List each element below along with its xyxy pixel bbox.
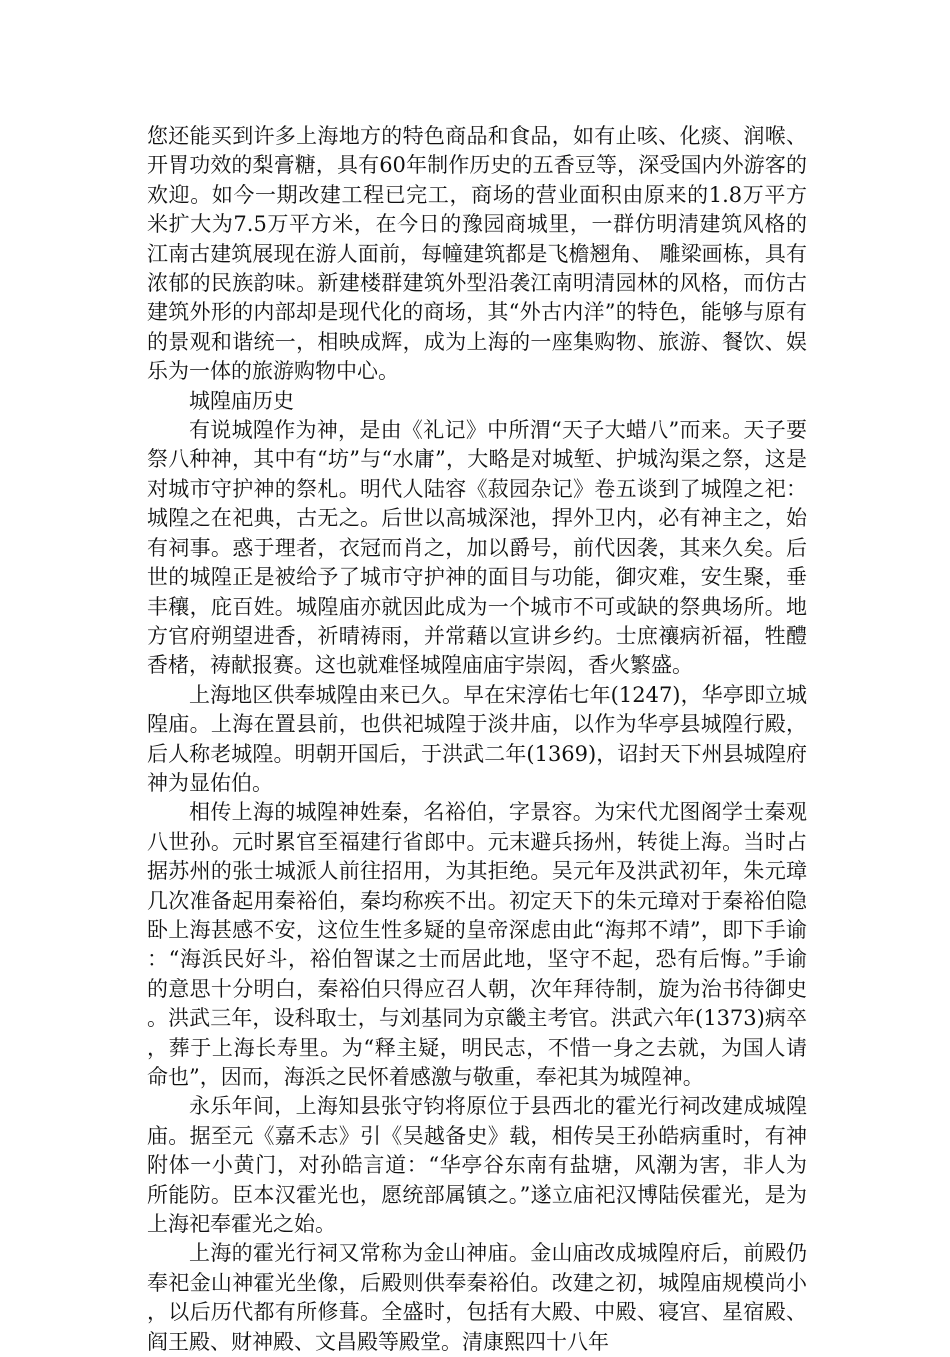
paragraph-origin: 有说城隍作为神，是由《礼记》中所渭“天子大蜡八”而来。天子要祭八种神，其中有“坊”与“水庸”，大略是对城堑、护城沟渠之祭，这是对城市守护神的祭札。明代人陆容《菽园杂记》卷五谈到了城隍之祀：城隍之在祀典，古无之。后世以高城深池，捍外卫内，必有神主之，始有祠事。惑于理者，衣冠而肖之，加以爵号，前代因袭，其来久矣。后世的城隍正是被给予了城市守护神的面目与功能，御灾难，安生聚，垂丰穰，庇百姓。城隍庙亦就因此成为一个城市不可或缺的祭典场所。地方官府朔望进香，祈晴祷雨，并常藉以宣讲乡约。士庶禳病祈福，牲醴香楮，祷献报赛。这也就难怪城隍庙庙宇崇闳，香火繁盛。 [147,418,807,678]
section-heading: 城隍庙历史 [189,388,294,413]
paragraph-shanghai-history: 上海地区供奉城隍由来已久。早在宋淳佑七年(1247)，华亭即立城隍庙。上海在置县前，也供祀城隍于淡井庙，以作为华亭县城隍行殿，后人称老城隍。明朝开国后，于洪武二年(1369)，诏封天下州县城隍府神为显佑伯。 [147,682,807,795]
paragraph-intro: 您还能买到许多上海地方的特色商品和食品，如有止咳、化痰、润喉、开胃功效的梨膏糖，具有60年制作历史的五香豆等，深受国内外游客的欢迎。如今一期改建工程已完工，商场的营业面积由原来的1.8万平方米扩大为7.5万平方米，在今日的豫园商城里，一群仿明清建筑风格的江南古建筑展现在游人面前，每幢建筑都是飞檐翘角、 雕梁画栋，具有浓郁的民族韵味。新建楼群建筑外型沿袭江南明清园林的风格，而仿古建筑外形的内部却是现代化的商场，其“外古内洋”的特色，能够与原有的景观和谐统一，相映成辉，成为上海的一座集购物、旅游、餐饮、娱乐为一体的旅游购物中心。 [147,124,807,384]
document-page [147,122,807,1357]
paragraph-jinshan-temple: 上海的霍光行祠又常称为金山神庙。金山庙改成城隍府后，前殿仍奉祀金山神霍光坐像，后殿则供奉秦裕伯。改建之初，城隍庙规模尚小，以后历代都有所修葺。全盛时，包括有大殿、中殿、寝宫、星宿殿、阎王殿、财神殿、文昌殿等殿堂。清康熙四十八年 [147,1241,807,1354]
paragraph-qin-yubo: 相传上海的城隍神姓秦，名裕伯，字景容。为宋代尤图阁学士秦观八世孙。元时累官至福建行省郎中。元末避兵扬州，转徙上海。当时占据苏州的张士城派人前往招用，为其拒绝。吴元年及洪武初年，朱元璋几次准备起用秦裕伯，秦均称疾不出。初定天下的朱元璋对于秦裕伯隐卧上海甚感不安，这位生性多疑的皇帝深虑由此“海邦不靖”，即下手谕：“海浜民好斗，裕伯智谋之士而居此地，坚守不起，恐有后悔。”手谕的意思十分明白，秦裕伯只得应召人朝，次年拜待制，旋为治书待御史。洪武三年，设科取士，与刘基同为京畿主考官。洪武六年(1373)病卒，葬于上海长寿里。为“释主疑，明民志，不惜一身之去就，为国人请命也”，因而，海浜之民怀着感激与敬重，奉祀其为城隍神。 [147,800,807,1089]
paragraph-yongle: 永乐年间，上海知县张守钧将原位于县西北的霍光行祠改建成城隍庙。据至元《嘉禾志》引《吴越备史》载，相传吴王孙皓病重时，有神附体一小黄门，对孙皓言道：“华亭谷东南有盐塘，风潮为害，非人为所能防。臣本汉霍光也，愿统部属镇之。”遂立庙祀汉博陆侯霍光，是为上海祀奉霍光之始。 [147,1094,807,1237]
